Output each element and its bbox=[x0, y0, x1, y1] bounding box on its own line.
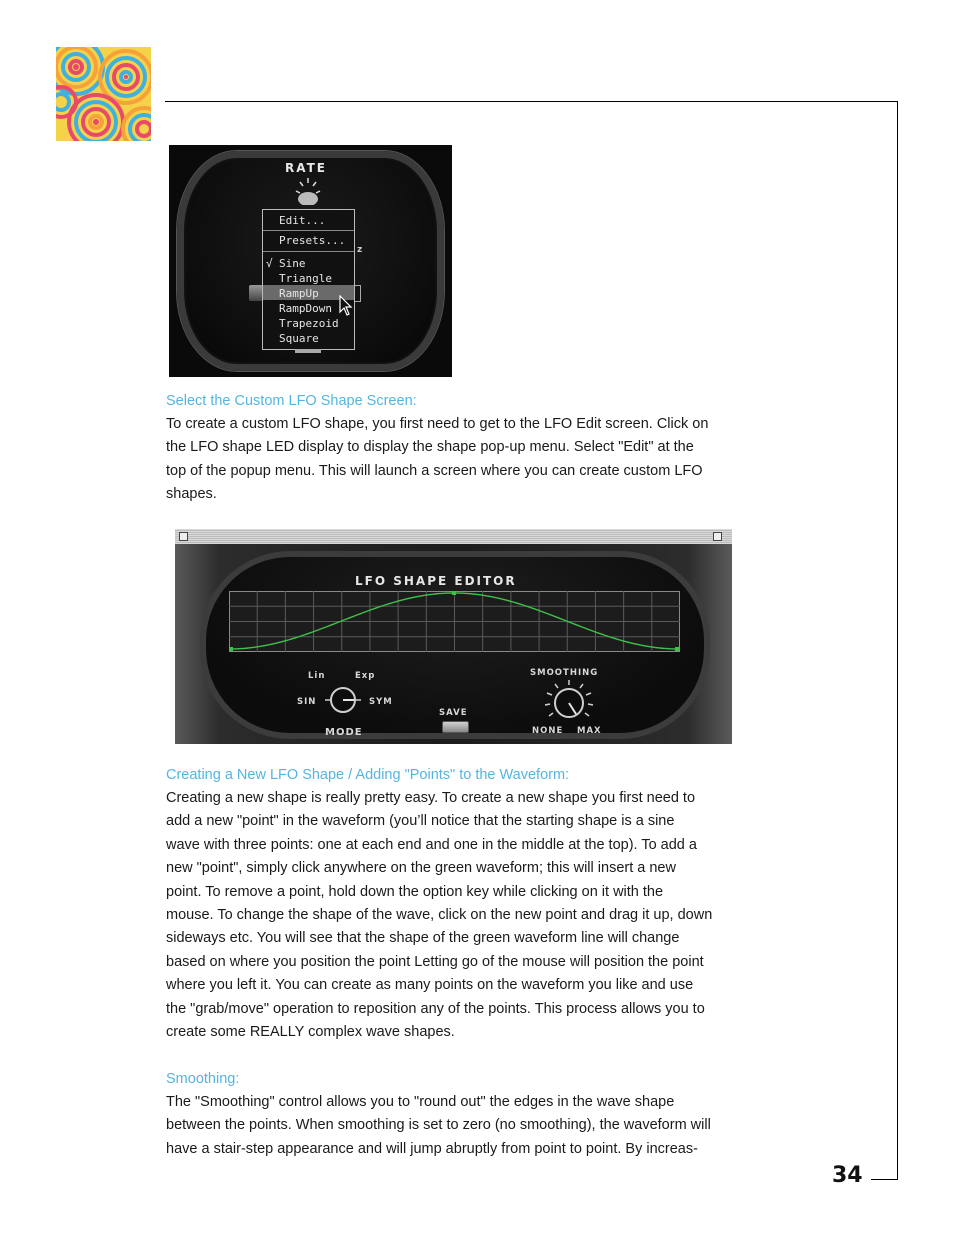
body-line: mouse. To change the shape of the wave, click on the new point and drag it up, down bbox=[166, 907, 713, 924]
decorative-logo bbox=[56, 47, 151, 141]
body-line: new "point", simply click anywhere on the green waveform; this will insert a new bbox=[166, 860, 676, 877]
menu-item-sine[interactable]: Sine bbox=[279, 257, 306, 270]
body-line: shapes. bbox=[166, 486, 217, 503]
menu-bottom-tab bbox=[295, 349, 321, 353]
body-line: Creating a new shape is really pretty easy. To create a new shape you first need to bbox=[166, 790, 696, 806]
body-line: the "grab/move" operation to reposition any of the points. This process allows you to bbox=[166, 1000, 705, 1017]
mode-label: MODE bbox=[325, 727, 363, 738]
smoothing-none-label: NONE bbox=[532, 726, 564, 736]
mode-knob-icon[interactable] bbox=[323, 680, 363, 716]
body-line: sideways etc. You will see that the shape of the green waveform line will change bbox=[166, 930, 680, 947]
waveform-point-start[interactable] bbox=[229, 647, 233, 651]
header-rule bbox=[165, 101, 898, 102]
concentric-circles-icon bbox=[56, 47, 151, 141]
waveform-grid[interactable] bbox=[229, 591, 680, 652]
rate-knob-label: RATE bbox=[285, 161, 327, 175]
editor-body bbox=[175, 544, 732, 744]
menu-item-rampdown[interactable]: RampDown bbox=[279, 302, 332, 315]
body-line: where you left it. You can create as many points on the waveform you like and use bbox=[166, 977, 694, 994]
page-number: 34 bbox=[832, 1163, 863, 1188]
menu-item-square[interactable]: Square bbox=[279, 332, 319, 345]
body-line: have a stair-step appearance and will jump abruptly from point to point. By increas- bbox=[166, 1140, 698, 1157]
mode-sin-label: SIN bbox=[297, 697, 317, 707]
mode-exp-label: Exp bbox=[355, 671, 376, 681]
menu-item-triangle[interactable]: Triangle bbox=[279, 272, 332, 285]
editor-title: LFO SHAPE EDITOR bbox=[355, 574, 517, 588]
waveform-point-middle[interactable] bbox=[452, 591, 456, 595]
body-line: between the points. When smoothing is set to zero (no smoothing), the waveform will bbox=[166, 1117, 711, 1134]
right-margin-rule bbox=[897, 101, 898, 1180]
close-box-icon[interactable] bbox=[179, 532, 188, 541]
menu-item-edit[interactable]: Edit... bbox=[279, 214, 326, 227]
save-button[interactable] bbox=[442, 721, 469, 733]
rate-menu-screenshot bbox=[169, 145, 452, 377]
body-line: To create a custom LFO shape, you first need to get to the LFO Edit screen. Click on bbox=[166, 416, 709, 432]
hz-unit-fragment: z bbox=[357, 245, 363, 255]
body-line: add a new "point" in the waveform (you’ll notice that the starting shape is a sine bbox=[166, 813, 675, 830]
menu-item-rampup[interactable]: RampUp bbox=[279, 287, 319, 300]
body-line: The "Smoothing" control allows you to "round out" the edges in the wave shape bbox=[166, 1094, 675, 1110]
body-line: create some REALLY complex wave shapes. bbox=[166, 1024, 455, 1041]
menu-separator bbox=[263, 230, 354, 231]
lfo-shape-popup-menu[interactable] bbox=[262, 209, 355, 350]
save-label: SAVE bbox=[439, 708, 468, 718]
body-line: the LFO shape LED display to display the shape pop-up menu. Select "Edit" at the bbox=[166, 439, 694, 456]
waveform-point-end[interactable] bbox=[675, 647, 679, 651]
menu-item-trapezoid[interactable]: Trapezoid bbox=[279, 317, 339, 330]
body-line: based on where you position the point Letting go of the mouse will position the point bbox=[166, 953, 704, 970]
mode-sym-label: SYM bbox=[369, 697, 393, 707]
check-mark-icon: √ bbox=[266, 257, 273, 270]
rate-side-button[interactable] bbox=[249, 285, 263, 301]
section-body-smoothing bbox=[166, 1091, 788, 1161]
body-line: top of the popup menu. This will launch a screen where you can create custom LFO bbox=[166, 462, 703, 479]
section-heading-select-custom-shape: Select the Custom LFO Shape Screen: bbox=[166, 393, 417, 409]
menu-item-presets[interactable]: Presets... bbox=[279, 234, 346, 247]
mode-lin-label: Lin bbox=[308, 671, 326, 681]
smoothing-knob-icon[interactable] bbox=[541, 678, 597, 724]
section-body-select-custom-shape bbox=[166, 413, 788, 507]
section-heading-smoothing: Smoothing: bbox=[166, 1071, 240, 1087]
body-line: point. To remove a point, hold down the option key while clicking on it with the bbox=[166, 883, 664, 900]
section-body-new-shape bbox=[166, 787, 788, 1044]
lfo-shape-editor-screenshot bbox=[175, 529, 732, 744]
display-bracket bbox=[355, 285, 361, 302]
footer-rule bbox=[871, 1179, 898, 1180]
waveform-display[interactable] bbox=[229, 591, 680, 652]
body-line: wave with three points: one at each end and one in the middle at the top). To add a bbox=[166, 836, 697, 853]
menu-separator bbox=[263, 251, 354, 252]
smoothing-label: SMOOTHING bbox=[530, 668, 599, 678]
mouse-pointer-icon bbox=[339, 295, 353, 317]
zoom-box-icon[interactable] bbox=[713, 532, 722, 541]
window-titlebar[interactable] bbox=[175, 529, 732, 545]
smoothing-max-label: MAX bbox=[577, 726, 602, 736]
section-heading-new-shape: Creating a New LFO Shape / Adding "Points" to the Waveform: bbox=[166, 767, 570, 783]
rate-knob-icon bbox=[293, 177, 323, 205]
